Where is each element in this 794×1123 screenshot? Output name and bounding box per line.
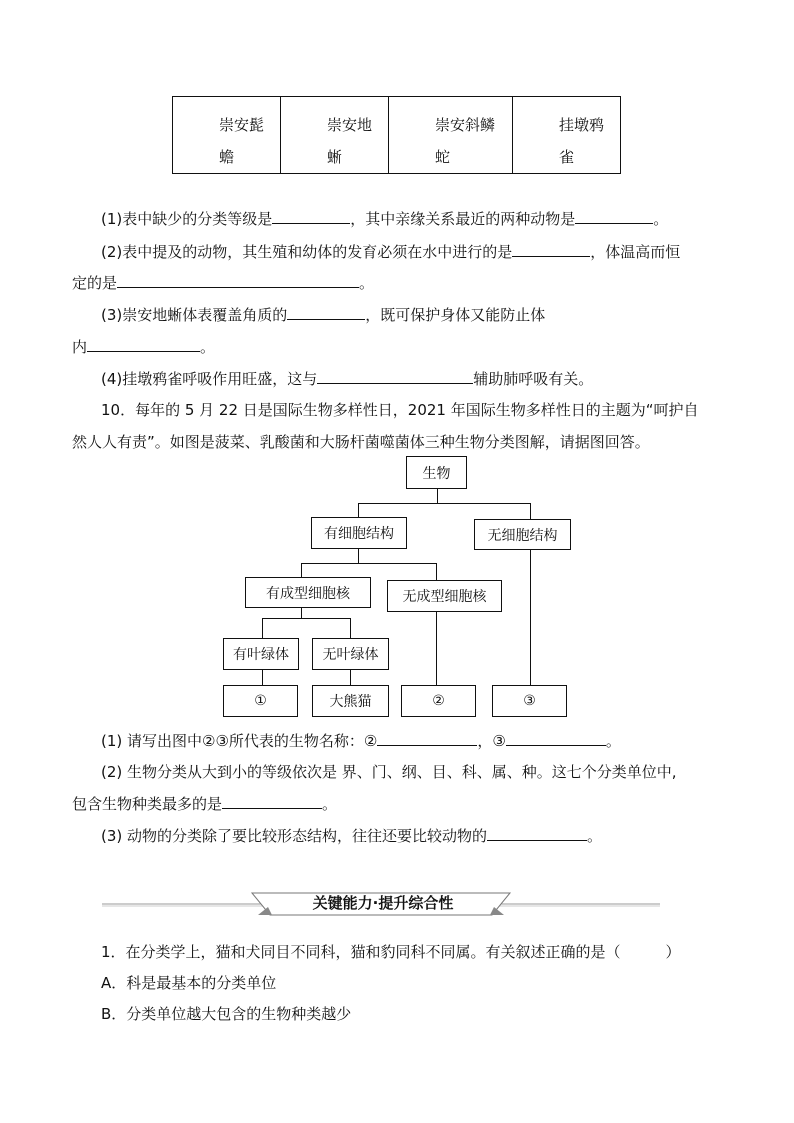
text: 。 [200, 338, 216, 356]
text: 定的是 [72, 274, 118, 292]
connector [530, 550, 531, 685]
connector [262, 670, 263, 685]
answer-blank[interactable] [512, 241, 590, 257]
text: 。 [605, 732, 621, 750]
answer-blank[interactable] [575, 208, 653, 224]
q10-part1 [101, 730, 621, 751]
connector [350, 670, 351, 685]
connector [301, 563, 302, 577]
node-chloroplast: 有叶绿体 [223, 638, 299, 670]
q9-part2-line2 [72, 272, 374, 293]
cell-line: 蟾 [219, 148, 235, 166]
q9-part1 [101, 208, 668, 229]
node-no-chloroplast: 无叶绿体 [312, 638, 389, 670]
connector [358, 503, 359, 517]
q10-part3 [101, 825, 602, 846]
text: 包含生物种类最多的是 [72, 795, 223, 813]
text: (1)表中缺少的分类等级是 [101, 210, 273, 228]
text: 辅助肺呼吸有关。 [473, 370, 594, 388]
text: 。 [653, 210, 669, 228]
table-cell [389, 97, 513, 174]
table-cell [173, 97, 281, 174]
cell-line: 崇安地 [327, 116, 373, 134]
text: 。 [587, 827, 603, 845]
connector [350, 618, 351, 638]
table-cell [513, 97, 621, 174]
text: (2)表中提及的动物，其生殖和幼体的发育必须在水中进行的是 [101, 243, 513, 261]
node-root: 生物 [406, 456, 467, 489]
answer-blank[interactable] [377, 730, 477, 746]
connector [358, 549, 359, 563]
connector [262, 618, 350, 619]
text: (1) 请写出图中②③所代表的生物名称：② [101, 732, 378, 750]
text: ，既可保护身体又能防止体 [365, 306, 546, 324]
cell-line: 崇安髭 [219, 116, 265, 134]
text: 内 [72, 338, 88, 356]
answer-blank[interactable] [87, 336, 200, 352]
text: (3)崇安地蜥体表覆盖角质的 [101, 306, 288, 324]
text: ，体温高而恒 [590, 243, 681, 261]
connector [530, 503, 531, 519]
connector [301, 608, 302, 618]
q1-stem: 1．在分类学上，猫和犬同目不同科，猫和豹同科不同属。有关叙述正确的是（ ） [101, 943, 681, 961]
answer-blank[interactable] [117, 272, 359, 288]
cell-line: 蜥 [327, 148, 343, 166]
animal-table [172, 96, 621, 174]
q1-option-b[interactable]: B．分类单位越大包含的生物种类越少 [101, 1005, 352, 1023]
text: (4)挂墩鸦雀呼吸作用旺盛，这与 [101, 370, 318, 388]
q10-part2-line1: (2) 生物分类从大到小的等级依次是 界、门、纲、目、科、属、种。这七个分类单位中, [101, 763, 677, 781]
answer-blank[interactable] [506, 730, 606, 746]
text: ，其中亲缘关系最近的两种动物是 [350, 210, 576, 228]
connector [358, 503, 530, 504]
cell-line: 蛇 [435, 148, 451, 166]
table-cell [281, 97, 389, 174]
node-no-nucleus: 无成型细胞核 [387, 580, 502, 612]
node-cell-structure: 有细胞结构 [311, 517, 407, 549]
section-title: 关键能力·提升综合性 [312, 894, 454, 912]
q9-part4 [101, 368, 593, 389]
answer-blank[interactable] [287, 304, 365, 320]
node-leaf-1: ① [223, 685, 298, 717]
node-nucleus: 有成型细胞核 [245, 577, 371, 608]
text: 。 [359, 274, 375, 292]
text: ，③ [477, 732, 506, 750]
node-leaf-panda: 大熊猫 [312, 685, 389, 717]
answer-blank[interactable] [222, 793, 322, 809]
connector [436, 563, 437, 580]
node-leaf-3: ③ [492, 685, 567, 717]
answer-blank[interactable] [272, 208, 350, 224]
cell-line: 挂墩鸦 [559, 116, 605, 134]
q9-part3-line1 [101, 304, 545, 325]
q10-intro-line2: 然人人有责”。如图是菠菜、乳酸菌和大肠杆菌噬菌体三种生物分类图解，请据图回答。 [72, 433, 650, 451]
answer-blank[interactable] [317, 368, 473, 384]
connector [437, 489, 438, 503]
node-no-cell-structure: 无细胞结构 [474, 519, 571, 550]
connector [436, 612, 437, 685]
q1-option-a[interactable]: A．科是最基本的分类单位 [101, 974, 277, 992]
text: 。 [322, 795, 338, 813]
q9-part2-line1 [101, 241, 680, 262]
q10-intro-line1: 10．每年的 5 月 22 日是国际生物多样性日，2021 年国际生物多样性日的主题为“呵护自 [101, 401, 699, 419]
answer-blank[interactable] [487, 825, 587, 841]
cell-line: 崇安斜鳞 [435, 116, 496, 134]
q9-part3-line2 [72, 336, 215, 357]
table-row [173, 97, 621, 174]
q10-part2-line2 [72, 793, 337, 814]
node-leaf-2: ② [401, 685, 476, 717]
connector [262, 618, 263, 638]
text: (3) 动物的分类除了要比较形态结构，往往还要比较动物的 [101, 827, 488, 845]
connector [301, 563, 436, 564]
cell-line: 雀 [559, 148, 575, 166]
